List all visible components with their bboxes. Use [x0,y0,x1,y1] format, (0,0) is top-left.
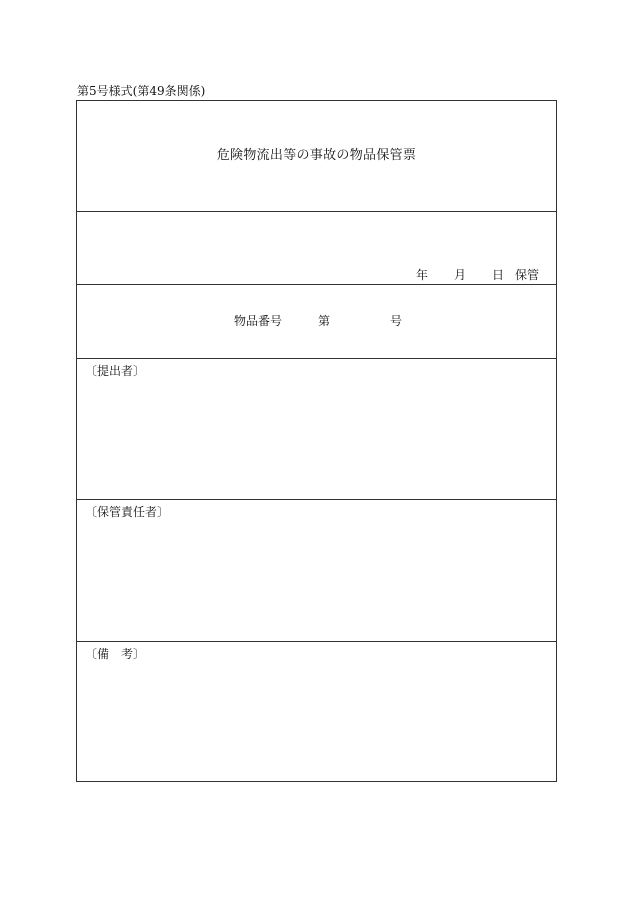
custodian-label: 〔保管責任者〕 [85,505,170,519]
submitter-section [77,358,556,499]
remarks-section [77,641,556,781]
storage-date [416,268,539,282]
form-number: 第5号様式(第49条関係) [77,84,206,98]
submitter-label: 〔提出者〕 [85,364,146,378]
document-title: 危険物流出等の事故の物品保管票 [216,148,417,163]
date-month-label: 月 [453,268,466,282]
custodian-section [77,499,556,641]
date-day-label: 日 [491,268,504,282]
item-number-label: 物品番号 [234,314,283,328]
item-number-suffix: 号 [390,314,403,328]
remarks-label: 〔備 考〕 [85,647,146,661]
item-number-prefix: 第 [318,314,331,328]
item-number-row [77,284,556,358]
storage-slip-form [76,100,557,782]
title-row [77,101,556,211]
date-keep-label: 保管 [514,268,539,282]
date-year-label: 年 [415,268,428,282]
item-number [234,314,402,328]
date-row [77,211,556,284]
